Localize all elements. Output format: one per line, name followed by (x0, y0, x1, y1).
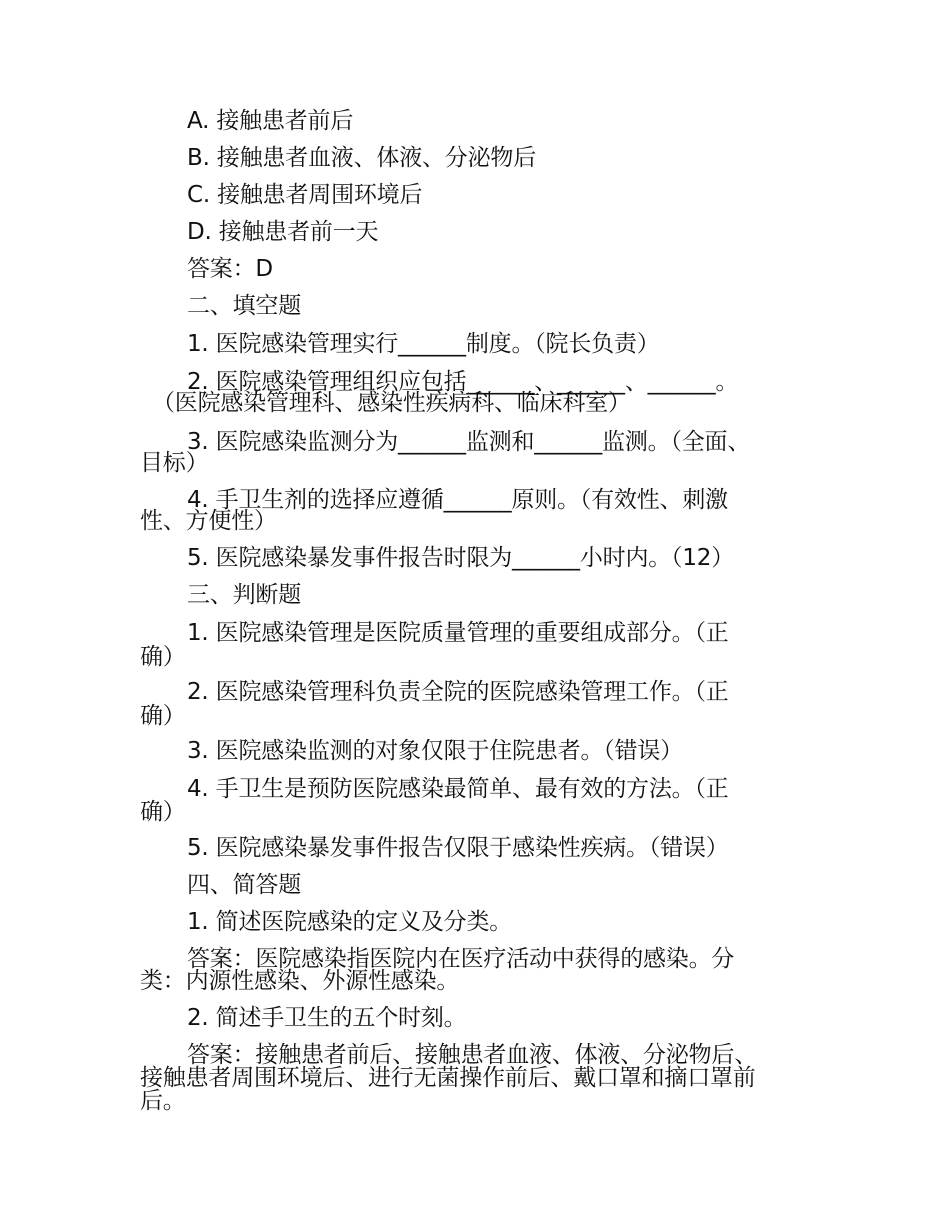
option-b: B. 接触患者血液、体液、分泌物后 (187, 145, 537, 171)
short-answer-question-1: 1. 简述医院感染的定义及分类。 (187, 909, 513, 935)
section-heading-fill-in: 二、填空题 (187, 293, 302, 319)
tf-question-1: 1. 医院感染管理是医院质量管理的重要组成部分。（正 (187, 620, 729, 646)
option-a: A. 接触患者前后 (187, 108, 354, 134)
tf-question-3: 3. 医院感染监测的对象仅限于住院患者。（错误） (187, 738, 683, 764)
short-answer-question-2: 2. 简述手卫生的五个时刻。 (187, 1005, 467, 1031)
short-answer-answer-1: 答案：医院感染指医院内在医疗活动中获得的感染。分 (187, 946, 735, 972)
tf-question-4-cont: 确） (140, 799, 186, 825)
fill-in-question-2: 2. 医院感染管理组织应包括______、______、______。 (187, 369, 739, 395)
short-answer-answer-1-cont: 类：内源性感染、外源性感染。 (140, 968, 460, 994)
fill-in-question-5: 5. 医院感染暴发事件报告时限为______小时内。（12） (187, 545, 735, 571)
tf-question-1-cont: 确） (140, 644, 186, 670)
short-answer-answer-2: 答案：接触患者前后、接触患者血液、体液、分泌物后、 (187, 1042, 758, 1068)
option-d: D. 接触患者前一天 (187, 219, 379, 245)
short-answer-answer-2-cont: 接触患者周围环境后、进行无菌操作前后、戴口罩和摘口罩前 (140, 1065, 756, 1091)
tf-question-2: 2. 医院感染管理科负责全院的医院感染管理工作。（正 (187, 679, 729, 705)
section-heading-true-false: 三、判断题 (187, 582, 302, 608)
answer-line: 答案：D (187, 256, 273, 282)
fill-in-question-2-answer: （医院感染管理科、感染性疾病科、临床科室） (152, 390, 631, 416)
tf-question-5: 5. 医院感染暴发事件报告仅限于感染性疾病。（错误） (187, 835, 729, 861)
fill-in-question-3-cont: 目标） (140, 450, 209, 476)
fill-in-question-3: 3. 医院感染监测分为______监测和______监测。（全面、 (187, 429, 751, 455)
section-heading-short-answer: 四、简答题 (187, 872, 302, 898)
tf-question-4: 4. 手卫生是预防医院感染最简单、最有效的方法。（正 (187, 776, 729, 802)
fill-in-question-4: 4. 手卫生剂的选择应遵循______原则。（有效性、刺激 (187, 487, 728, 513)
tf-question-2-cont: 确） (140, 703, 186, 729)
option-c: C. 接触患者周围环境后 (187, 182, 423, 208)
short-answer-answer-2-end: 后。 (140, 1088, 186, 1114)
fill-in-question-1: 1. 医院感染管理实行______制度。（院长负责） (187, 331, 660, 357)
fill-in-question-4-cont: 性、方便性） (140, 508, 277, 534)
